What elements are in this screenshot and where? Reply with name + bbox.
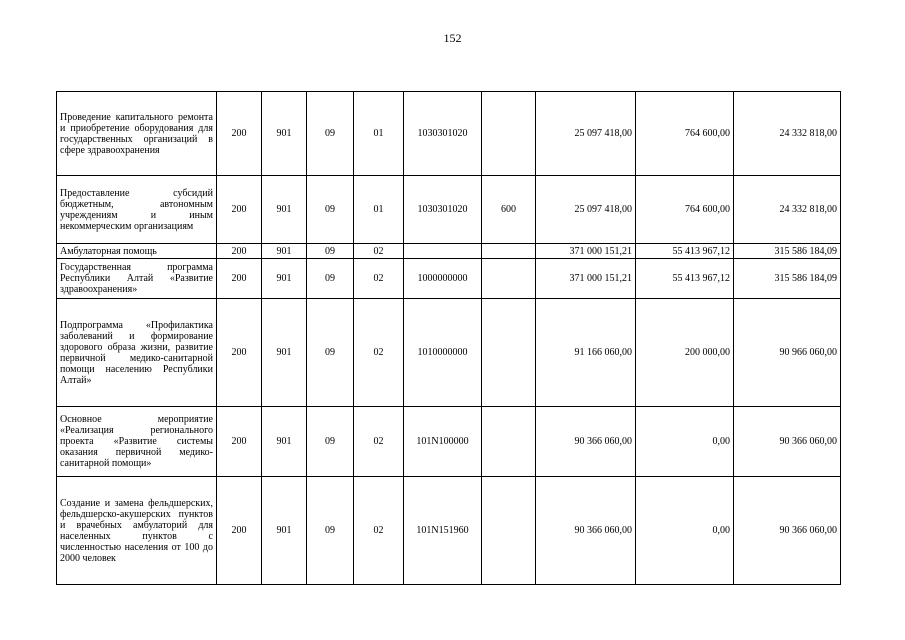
table-row [57, 477, 841, 585]
admin-code-cell: 200 [217, 407, 262, 477]
target-article-cell [404, 244, 482, 259]
federal-amount-cell: 200 000,00 [636, 299, 734, 407]
expense-type-cell [482, 244, 536, 259]
target-article-cell: 1000000000 [404, 259, 482, 299]
target-article-cell: 1030301020 [404, 92, 482, 176]
ministry-code-cell: 901 [262, 299, 307, 407]
budget-table [56, 91, 841, 585]
total-amount-cell: 371 000 151,21 [536, 244, 636, 259]
ministry-code-cell: 901 [262, 92, 307, 176]
regional-amount-cell: 90 366 060,00 [734, 407, 841, 477]
expense-type-cell [482, 299, 536, 407]
section-code-cell: 09 [307, 176, 354, 244]
subsection-code-cell: 02 [354, 299, 404, 407]
ministry-code-cell: 901 [262, 259, 307, 299]
regional-amount-cell: 315 586 184,09 [734, 259, 841, 299]
admin-code-cell: 200 [217, 299, 262, 407]
federal-amount-cell: 0,00 [636, 407, 734, 477]
table-row [57, 299, 841, 407]
federal-amount-cell: 764 600,00 [636, 176, 734, 244]
target-article-cell: 1030301020 [404, 176, 482, 244]
admin-code-cell: 200 [217, 477, 262, 585]
row-name-cell: Государственная программа Республики Алтай «Развитие здравоохранения» [57, 259, 217, 299]
target-article-cell: 101N151960 [404, 477, 482, 585]
regional-amount-cell: 315 586 184,09 [734, 244, 841, 259]
table-row [57, 244, 841, 259]
regional-amount-cell: 90 966 060,00 [734, 299, 841, 407]
row-name-cell: Подпрограмма «Профилактика заболеваний и формирование здорового образа жизни, развитие первичной медико-санитарной помощи населению Республики Алтай» [57, 299, 217, 407]
admin-code-cell: 200 [217, 92, 262, 176]
ministry-code-cell: 901 [262, 244, 307, 259]
federal-amount-cell: 764 600,00 [636, 92, 734, 176]
expense-type-cell: 600 [482, 176, 536, 244]
admin-code-cell: 200 [217, 244, 262, 259]
ministry-code-cell: 901 [262, 176, 307, 244]
federal-amount-cell: 55 413 967,12 [636, 244, 734, 259]
total-amount-cell: 25 097 418,00 [536, 176, 636, 244]
section-code-cell: 09 [307, 477, 354, 585]
section-code-cell: 09 [307, 299, 354, 407]
subsection-code-cell: 01 [354, 92, 404, 176]
ministry-code-cell: 901 [262, 407, 307, 477]
ministry-code-cell: 901 [262, 477, 307, 585]
row-name-cell: Амбулаторная помощь [57, 244, 217, 259]
target-article-cell: 1010000000 [404, 299, 482, 407]
target-article-cell: 101N100000 [404, 407, 482, 477]
subsection-code-cell: 02 [354, 244, 404, 259]
subsection-code-cell: 02 [354, 259, 404, 299]
total-amount-cell: 371 000 151,21 [536, 259, 636, 299]
total-amount-cell: 90 366 060,00 [536, 477, 636, 585]
section-code-cell: 09 [307, 259, 354, 299]
total-amount-cell: 25 097 418,00 [536, 92, 636, 176]
table-row [57, 92, 841, 176]
expense-type-cell [482, 92, 536, 176]
section-code-cell: 09 [307, 244, 354, 259]
regional-amount-cell: 24 332 818,00 [734, 92, 841, 176]
admin-code-cell: 200 [217, 259, 262, 299]
table-row [57, 259, 841, 299]
federal-amount-cell: 0,00 [636, 477, 734, 585]
section-code-cell: 09 [307, 92, 354, 176]
row-name-cell: Предоставление субсидий бюджетным, автономным учреждениям и иным некоммерческим организациям [57, 176, 217, 244]
budget-table-body [57, 92, 841, 585]
subsection-code-cell: 02 [354, 407, 404, 477]
admin-code-cell: 200 [217, 176, 262, 244]
expense-type-cell [482, 407, 536, 477]
subsection-code-cell: 02 [354, 477, 404, 585]
regional-amount-cell: 24 332 818,00 [734, 176, 841, 244]
expense-type-cell [482, 259, 536, 299]
table-row [57, 407, 841, 477]
total-amount-cell: 90 366 060,00 [536, 407, 636, 477]
section-code-cell: 09 [307, 407, 354, 477]
total-amount-cell: 91 166 060,00 [536, 299, 636, 407]
page-number: 152 [443, 31, 462, 45]
row-name-cell: Основное мероприятие «Реализация регионального проекта «Развитие системы оказания первичной медико-санитарной помощи» [57, 407, 217, 477]
row-name-cell: Создание и замена фельдшерских, фельдшерско-акушерских пунктов и врачебных амбулаторий для населенных пунктов с численностью населения от 100 до 2000 человек [57, 477, 217, 585]
subsection-code-cell: 01 [354, 176, 404, 244]
expense-type-cell [482, 477, 536, 585]
federal-amount-cell: 55 413 967,12 [636, 259, 734, 299]
regional-amount-cell: 90 366 060,00 [734, 477, 841, 585]
table-row [57, 176, 841, 244]
row-name-cell: Проведение капитального ремонта и приобретение оборудования для государственных организаций в сфере здравоохранения [57, 92, 217, 176]
